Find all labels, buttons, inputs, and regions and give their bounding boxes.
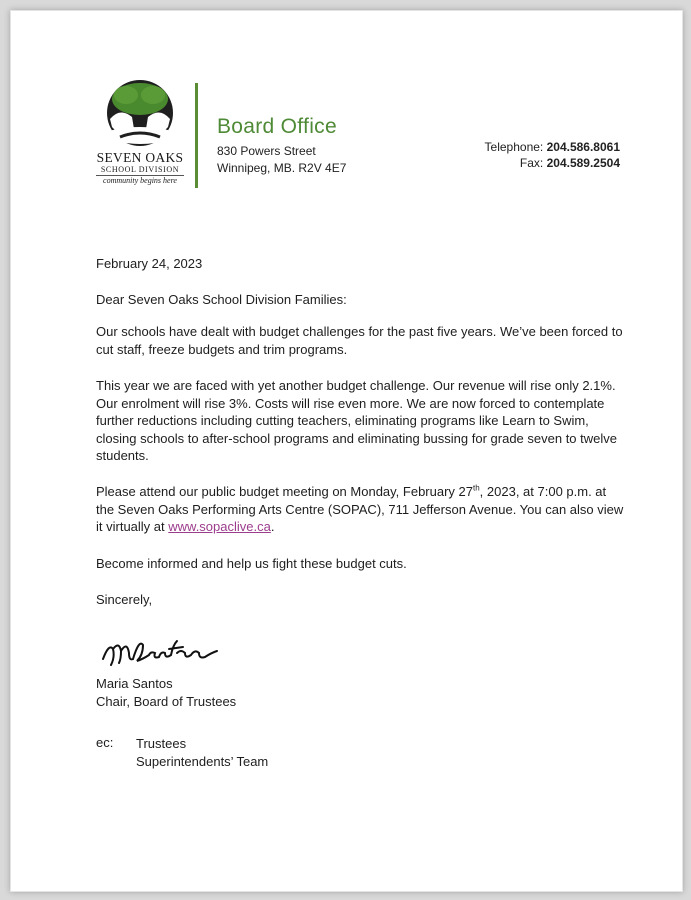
office-title: Board Office	[217, 115, 337, 138]
paragraph-3	[96, 483, 626, 536]
signer-name: Maria Santos	[96, 676, 173, 691]
ec-recipients	[136, 735, 268, 771]
telephone-number: 204.586.8061	[546, 140, 620, 154]
paragraph-1: Our schools have dealt with budget challenges for the past five years. We’ve been forced to cut staff, freeze budgets and trim programs.	[96, 324, 623, 357]
address-line-1: 830 Powers Street	[217, 144, 316, 158]
paragraph-4: Become informed and help us fight these budget cuts.	[96, 556, 407, 571]
fax-line	[485, 155, 620, 171]
address-line-2: Winnipeg, MB. R2V 4E7	[217, 161, 347, 175]
letter-page	[10, 10, 683, 892]
fax-number: 204.589.2504	[546, 156, 620, 170]
contact-info	[485, 139, 620, 171]
fax-label: Fax:	[519, 156, 544, 170]
ec-recipient: Trustees	[136, 736, 187, 751]
paragraph-3-ordinal: th	[473, 483, 480, 493]
paragraph-3-text-b: , 2023, at 7:00 p.m. at the Seven Oaks Performing Arts Centre (SOPAC), 711 Jefferson Avenue. You can also view it virtually at	[96, 484, 624, 534]
office-address	[217, 143, 346, 177]
paragraph-2: This year we are faced with yet another budget challenge. Our revenue will rise only 2.1%. Our enrolment will rise 3%. Costs will rise even more. We are now forced to contemplate further reductions including cutting teachers, eliminating programs like Learn to Swim, closing schools to after-school programs and eliminating bussing for grade seven to twelve students.	[96, 378, 617, 463]
closing: Sincerely,	[96, 592, 153, 607]
ec-label: ec:	[96, 735, 114, 750]
header-divider	[195, 83, 198, 188]
paragraph-3-text-a: Please attend our public budget meeting on Monday, February 27	[96, 484, 473, 499]
logo-division: SCHOOL DIVISION	[100, 165, 180, 174]
signer-title: Chair, Board of Trustees	[96, 694, 237, 709]
ec-recipient: Superintendents’ Team	[136, 754, 269, 769]
logo-name: SEVEN OAKS	[96, 150, 184, 165]
sopaclive-link[interactable]: www.sopaclive.ca	[168, 519, 271, 534]
oak-tree-icon	[106, 79, 174, 147]
telephone-line	[485, 139, 620, 155]
salutation: Dear Seven Oaks School Division Families:	[96, 292, 347, 307]
telephone-label: Telephone:	[484, 140, 544, 154]
seven-oaks-logo	[94, 79, 186, 191]
paragraph-3-text-c: .	[270, 519, 275, 534]
letter-date: February 24, 2023	[96, 256, 203, 271]
logo-tagline: community begins here	[103, 176, 177, 185]
